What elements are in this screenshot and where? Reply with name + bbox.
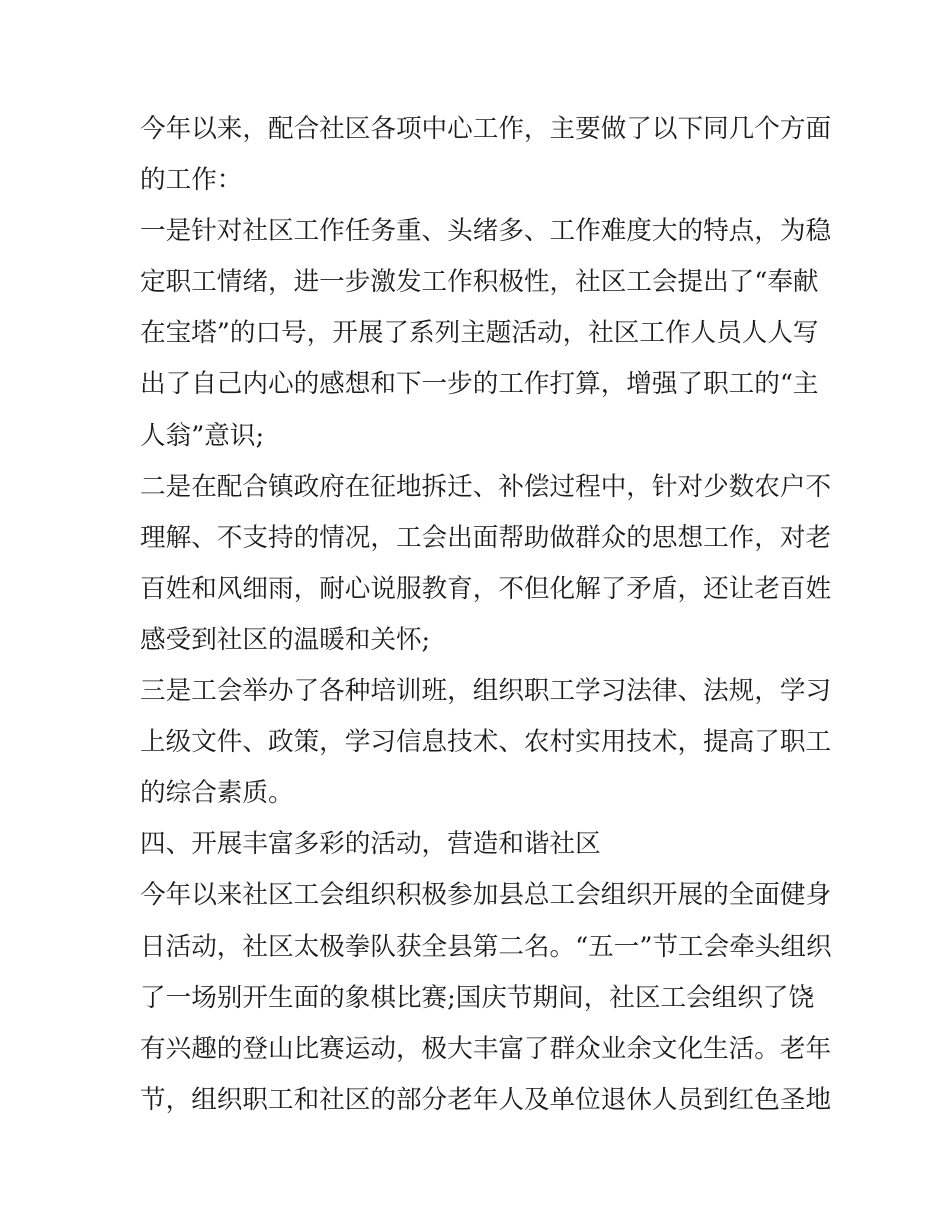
text-line: 的工作：: [140, 165, 243, 196]
text-line: 在宝塔”的口号，开展了系列主题活动，社区工作人员人人写: [140, 318, 819, 349]
text-line: 二是在配合镇政府在征地拆迁、补偿过程中，针对少数农户不: [140, 471, 832, 502]
text-line: 理解、不支持的情况，工会出面帮助做群众的思想工作，对老: [140, 522, 832, 553]
text-line: 三是工会举办了各种培训班，组织职工学习法律、法规，学习: [140, 676, 832, 707]
paragraph-item-one: [140, 206, 832, 461]
text-line: 一是针对社区工作任务重、头绪多、工作难度大的特点，为稳: [140, 216, 832, 247]
text-line: 感受到社区的温暖和关怀;: [140, 624, 431, 655]
text-line: 有兴趣的登山比赛运动，极大丰富了群众业余文化生活。老年: [140, 1033, 832, 1064]
text-line: 人翁”意识;: [140, 420, 265, 451]
text-line: 上级文件、政策，学习信息技术、农村实用技术，提高了职工: [140, 727, 832, 758]
text-line: 的综合素质。: [140, 778, 294, 809]
text-line: 定职工情绪，进一步激发工作积极性，社区工会提出了“奉献: [140, 267, 819, 298]
heading-line: 四、开展丰富多彩的活动，营造和谐社区: [140, 829, 601, 860]
text-line: 百姓和风细雨，耐心说服教育，不但化解了矛盾，还让老百姓: [140, 573, 832, 604]
paragraph-item-three: [140, 666, 832, 819]
text-line: 了一场别开生面的象棋比赛;国庆节期间，社区工会组织了饶: [140, 982, 815, 1013]
paragraph-activities: [140, 870, 832, 1125]
paragraph-intro: [140, 104, 832, 206]
document-page: [140, 104, 832, 1126]
text-line: 出了自己内心的感想和下一步的工作打算，增强了职工的“主: [140, 369, 819, 400]
text-line: 日活动，社区太极拳队获全县第二名。“五一”节工会牵头组织: [140, 931, 832, 962]
text-line: 今年以来社区工会组织积极参加县总工会组织开展的全面健身: [140, 880, 832, 911]
section-heading: [140, 819, 812, 870]
paragraph-item-two: [140, 462, 832, 666]
text-line: 节，组织职工和社区的部分老年人及单位退休人员到红色圣地: [140, 1084, 832, 1115]
text-line: 今年以来，配合社区各项中心工作，主要做了以下同几个方面: [140, 114, 832, 144]
